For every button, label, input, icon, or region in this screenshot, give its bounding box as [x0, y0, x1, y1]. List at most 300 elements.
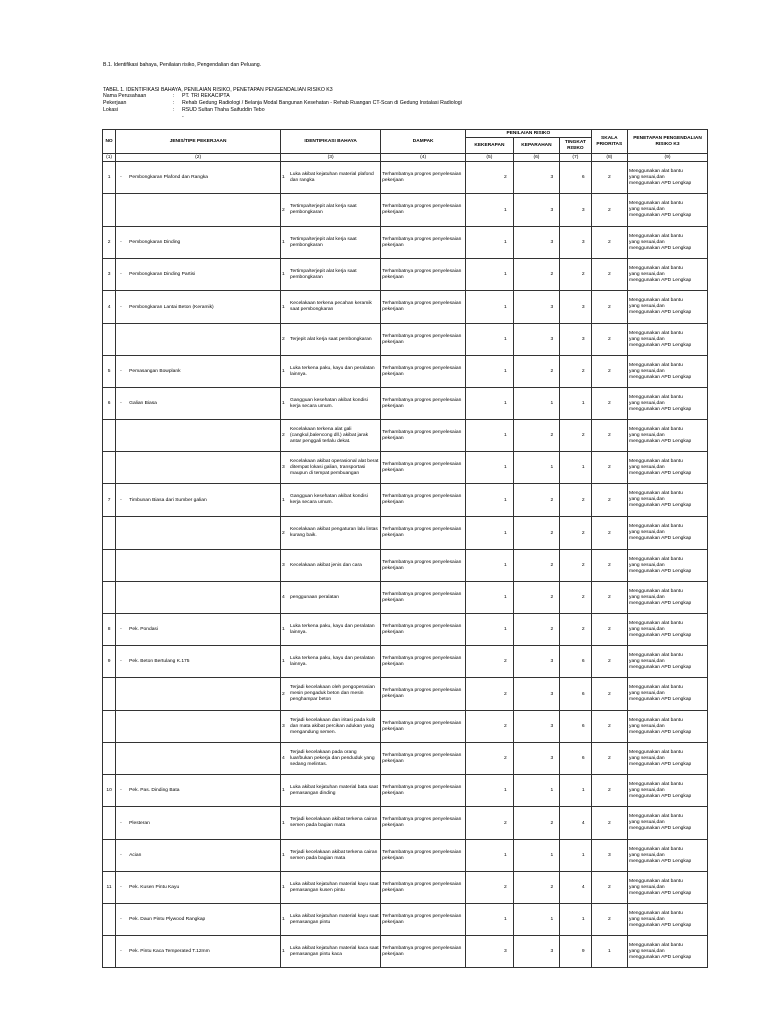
frequency-value: 1 [466, 775, 514, 807]
severity-value: 1 [513, 775, 560, 807]
work-dash: - [120, 885, 122, 890]
document-meta [103, 93, 462, 121]
control-line: yang sesuai,dan [629, 948, 665, 954]
header-impact: DAMPAK [381, 130, 466, 154]
work-type-cell [116, 517, 281, 550]
frequency-value: 1 [466, 550, 514, 582]
priority-value: 2 [591, 711, 627, 743]
row-number: 3 [103, 259, 116, 291]
priority-value: 2 [591, 324, 627, 356]
control-cell [628, 904, 708, 936]
hazard-cell [281, 711, 381, 743]
meta-key: Nama Perusahaan [103, 93, 147, 99]
control-cell [628, 582, 708, 614]
control-line: Menggunakan alat bantu [629, 620, 683, 626]
impact-cell: Terhambatnya progres penyelesaian pekerjaan [381, 291, 466, 324]
priority-value: 2 [591, 484, 627, 517]
control-cell [628, 775, 708, 807]
severity-value: 2 [513, 259, 560, 291]
control-line: Menggunakan alat bantu [629, 846, 683, 852]
hazard-number: 1 [282, 175, 285, 180]
table-row [103, 291, 708, 324]
frequency-value: 1 [466, 194, 514, 227]
hazard-text: Luka akibat kejatuhan material plafond dan rangka [290, 171, 374, 183]
impact-cell: Terhambatnya progres penyelesaian pekerjaan [381, 582, 466, 614]
hazard-text: Kecelakaan terkena pecahan keramik saat pembongkaran [290, 301, 372, 312]
meta-key: Lokasi [103, 107, 118, 114]
work-type-cell [116, 388, 281, 420]
control-line: menggunakan APD Lengkap [629, 954, 692, 960]
table-row [103, 517, 708, 550]
work-type-cell [116, 194, 281, 227]
control-line: Menggunakan alat bantu [629, 330, 683, 336]
work-dash: - [120, 401, 122, 406]
control-line: Menggunakan alat bantu [629, 878, 683, 884]
control-line: yang sesuai,dan [629, 432, 665, 438]
hazard-cell [281, 291, 381, 324]
control-cell [628, 807, 708, 840]
header-level: TINGKAT RISIKO [560, 138, 591, 154]
work-type-cell [116, 743, 281, 775]
control-line: Menggunakan alat bantu [629, 588, 683, 594]
hazard-text: Luka akibat kejatuhan material kayu saat pemasangan kusen pintu [290, 881, 379, 893]
table-row [103, 646, 708, 678]
frequency-value: 2 [466, 162, 514, 194]
work-dash: - [120, 369, 122, 374]
impact-cell: Terhambatnya progres penyelesaian pekerjaan [381, 775, 466, 807]
frequency-value: 1 [466, 227, 514, 259]
frequency-value: 1 [466, 517, 514, 550]
column-number: (3) [281, 154, 381, 162]
control-cell [628, 711, 708, 743]
frequency-value: 1 [466, 259, 514, 291]
control-line: yang sesuai,dan [629, 755, 665, 761]
hazard-cell [281, 420, 381, 452]
table-row [103, 484, 708, 517]
hazard-number: 1 [282, 659, 285, 664]
control-line: yang sesuai,dan [629, 497, 665, 502]
table-row [103, 227, 708, 259]
frequency-value: 1 [466, 614, 514, 646]
frequency-value: 2 [466, 678, 514, 711]
impact-cell: Terhambatnya progres penyelesaian pekerjaan [381, 227, 466, 259]
table-row [103, 936, 708, 968]
row-number [103, 711, 116, 743]
control-line: Menggunakan alat bantu [629, 298, 683, 303]
table-row [103, 743, 708, 775]
control-line: yang sesuai,dan [629, 304, 665, 309]
control-cell [628, 162, 708, 194]
row-number [103, 904, 116, 936]
row-number: 2 [103, 227, 116, 259]
column-number: (4) [381, 154, 466, 162]
severity-value: 3 [513, 646, 560, 678]
risk-level-value: 3 [560, 291, 591, 324]
meta-colon: : [173, 93, 175, 99]
control-line: menggunakan APD Lengkap [629, 245, 692, 251]
hazard-number: 2 [282, 691, 285, 697]
control-line: menggunakan APD Lengkap [629, 826, 692, 831]
severity-value: 2 [513, 356, 560, 388]
severity-value: 3 [513, 711, 560, 743]
priority-value: 2 [591, 775, 627, 807]
severity-value: 1 [513, 388, 560, 420]
control-line: menggunakan APD Lengkap [629, 664, 692, 670]
control-line: Menggunakan alat bantu [629, 362, 683, 368]
work-type: Pek. Kusen Pintu Kayu [129, 885, 180, 890]
table-row [103, 904, 708, 936]
work-type: Pembongkaran Lantai Beton (Keramik) [129, 304, 214, 310]
priority-value: 3 [591, 840, 627, 872]
priority-value: 2 [591, 582, 627, 614]
severity-value: 3 [513, 743, 560, 775]
work-dash: - [120, 659, 122, 664]
hazard-cell [281, 840, 381, 872]
hazard-number: 1 [282, 788, 285, 793]
control-line: menggunakan APD Lengkap [629, 180, 692, 186]
row-number: 5 [103, 356, 116, 388]
table-row [103, 324, 708, 356]
frequency-value: 1 [466, 356, 514, 388]
hazard-cell [281, 388, 381, 420]
header-priority: SKALA PRIORITAS [591, 130, 627, 154]
control-line: yang sesuai,dan [629, 820, 665, 825]
row-number [103, 678, 116, 711]
hazard-text: Gangguan kesehatan akibat kondisi kerja secara umum. [290, 494, 368, 505]
priority-value: 2 [591, 550, 627, 582]
hazard-number: 4 [282, 756, 285, 761]
row-number [103, 517, 116, 550]
column-number: (2) [116, 154, 281, 162]
control-line: menggunakan APD Lengkap [629, 310, 692, 315]
hazard-text: Tertimpa/terjepit alat kerja saat pembongkaran [290, 236, 357, 248]
table-row [103, 356, 708, 388]
control-line: menggunakan APD Lengkap [629, 793, 692, 799]
header-hazard: IDENTIFIKASI BAHAYA [281, 130, 381, 154]
hazard-cell [281, 743, 381, 775]
severity-value: 2 [513, 550, 560, 582]
hazard-cell [281, 550, 381, 582]
work-type: Pembongkaran Plafond dan Rangka [129, 175, 208, 180]
frequency-value: 1 [466, 840, 514, 872]
risk-level-value: 2 [560, 517, 591, 550]
work-type-cell [116, 324, 281, 356]
work-type: Pek. Pas. Dinding Bata [129, 788, 180, 793]
work-type-cell [116, 550, 281, 582]
control-cell [628, 678, 708, 711]
hazard-cell [281, 936, 381, 968]
risk-level-value: 9 [560, 936, 591, 968]
impact-cell: Terhambatnya progres penyelesaian pekerjaan [381, 743, 466, 775]
control-line: Menggunakan alat bantu [629, 168, 683, 174]
control-line: yang sesuai,dan [629, 400, 665, 406]
work-type: Plesteran [129, 820, 150, 826]
work-type-cell [116, 291, 281, 324]
control-line: Menggunakan alat bantu [629, 717, 683, 723]
priority-value: 2 [591, 291, 627, 324]
risk-level-value: 2 [560, 614, 591, 646]
control-line: menggunakan APD Lengkap [629, 697, 692, 702]
risk-level-value: 1 [560, 904, 591, 936]
control-cell [628, 743, 708, 775]
frequency-value: 2 [466, 711, 514, 743]
control-line: yang sesuai,dan [629, 530, 665, 535]
table-row [103, 452, 708, 484]
row-number [103, 936, 116, 968]
header-frequency: KEKERAPAN [466, 138, 514, 154]
column-number: (6) [513, 154, 560, 162]
control-line: Menggunakan alat bantu [629, 201, 683, 206]
hazard-text: Luka akibat kejatuhan material kaca saat pemasangan pintu kaca [290, 945, 379, 957]
header-work: JENIS/TIPE PEKERJAAN [116, 130, 281, 154]
severity-value: 1 [513, 904, 560, 936]
control-line: menggunakan APD Lengkap [629, 761, 692, 767]
risk-level-value: 6 [560, 743, 591, 775]
meta-colon [173, 114, 182, 121]
frequency-value: 1 [466, 904, 514, 936]
hazard-cell [281, 356, 381, 388]
section-title: B.1. Identifikasi bahaya, Penilaian risiko, Pengendalian dan Peluang. [103, 62, 262, 68]
hazard-text: Terjadi kecelakaan pada orang luar/bukan pekerja dan penduduk yang sedang melintas. [290, 749, 375, 767]
hazard-text: Gangguan kesehatan akibat kondisi kerja secara umum. [290, 397, 368, 409]
priority-value: 2 [591, 388, 627, 420]
row-number: 8 [103, 614, 116, 646]
frequency-value: 2 [466, 743, 514, 775]
control-line: Menggunakan alat bantu [629, 458, 683, 464]
work-type-cell [116, 452, 281, 484]
table-row [103, 388, 708, 420]
control-line: Menggunakan alat bantu [629, 491, 683, 496]
control-line: yang sesuai,dan [629, 787, 665, 793]
hazard-cell [281, 162, 381, 194]
control-cell [628, 484, 708, 517]
control-line: yang sesuai,dan [629, 562, 665, 568]
row-number: 11 [103, 872, 116, 904]
risk-level-value: 2 [560, 259, 591, 291]
hazard-cell [281, 452, 381, 484]
hazard-number: 1 [282, 240, 285, 245]
hazard-text: Kecelakaan akibat pengaturan lalu lintas kurang baik. [290, 527, 378, 538]
hazard-number: 2 [282, 530, 285, 536]
control-line: menggunakan APD Lengkap [629, 890, 692, 896]
table-row [103, 872, 708, 904]
control-line: yang sesuai,dan [629, 884, 665, 890]
impact-cell: Terhambatnya progres penyelesaian pekerjaan [381, 484, 466, 517]
hazard-number: 1 [282, 949, 285, 954]
risk-level-value: 2 [560, 582, 591, 614]
work-type-cell [116, 936, 281, 968]
hazard-number: 1 [282, 304, 285, 310]
control-line: menggunakan APD Lengkap [629, 374, 692, 380]
frequency-value: 1 [466, 324, 514, 356]
severity-value: 3 [513, 324, 560, 356]
hazard-cell [281, 904, 381, 936]
impact-cell: Terhambatnya progres penyelesaian pekerjaan [381, 904, 466, 936]
control-line: yang sesuai,dan [629, 691, 665, 696]
priority-value: 2 [591, 872, 627, 904]
control-line: menggunakan APD Lengkap [629, 568, 692, 574]
hazard-text: Tertimpa/terjepit alat kerja saat pembongkaran [290, 204, 357, 215]
severity-value: 2 [513, 807, 560, 840]
work-type: Pek. Beton Bertulang K.175 [129, 659, 190, 664]
hazard-text: Luka terkena paku, kayu dan peralatan lainnya. [290, 623, 375, 635]
hazard-number: 1 [282, 272, 285, 277]
row-number: 6 [103, 388, 116, 420]
work-type: Acian [129, 853, 142, 858]
risk-table-body [103, 162, 708, 968]
hazard-number: 1 [282, 853, 285, 858]
column-number: (7) [560, 154, 591, 162]
work-type-cell [116, 356, 281, 388]
hazard-text: Luka akibat kejatuhan material kayu saat pemasangan pintu [290, 913, 379, 925]
impact-cell: Terhambatnya progres penyelesaian pekerjaan [381, 872, 466, 904]
work-type: Galian Biasa [129, 401, 157, 406]
impact-cell: Terhambatnya progres penyelesaian pekerjaan [381, 356, 466, 388]
header-risk-group: PENILAIAN RISIKO [466, 130, 591, 138]
control-cell [628, 227, 708, 259]
hazard-text: Luka terkena paku, kayu dan peralatan lainnya. [290, 655, 375, 667]
control-line: Menggunakan alat bantu [629, 524, 683, 529]
risk-level-value: 3 [560, 194, 591, 227]
control-line: yang sesuai,dan [629, 626, 665, 632]
hazard-text: Kecelakaan akibat operasional alat berat ditempat lokasi galian, transportasi maupun di tempat pembuangan [290, 458, 379, 476]
meta-colon: : [173, 100, 175, 107]
work-dash: - [120, 853, 122, 858]
priority-value: 2 [591, 904, 627, 936]
hazard-cell [281, 614, 381, 646]
column-number: (8) [591, 154, 627, 162]
row-number [103, 807, 116, 840]
frequency-value: 1 [466, 420, 514, 452]
impact-cell: Terhambatnya progres penyelesaian pekerjaan [381, 162, 466, 194]
table-row [103, 582, 708, 614]
risk-level-value: 3 [560, 227, 591, 259]
column-number: (5) [466, 154, 514, 162]
header-control: PENETAPAN PENGENDALIAN RISIKO K3 [628, 130, 708, 154]
meta-value: - [182, 114, 184, 121]
work-type-cell [116, 711, 281, 743]
hazard-number: 1 [282, 885, 285, 890]
control-line: Menggunakan alat bantu [629, 233, 683, 239]
risk-level-value: 2 [560, 484, 591, 517]
hazard-number: 1 [282, 369, 285, 374]
hazard-number: 2 [282, 207, 285, 213]
work-type-cell [116, 614, 281, 646]
meta-colon: : [173, 107, 175, 114]
meta-row [103, 93, 462, 100]
work-dash: - [120, 917, 122, 922]
control-line: Menggunakan alat bantu [629, 910, 683, 916]
impact-cell: Terhambatnya progres penyelesaian pekerjaan [381, 388, 466, 420]
risk-level-value: 6 [560, 711, 591, 743]
risk-level-value: 1 [560, 775, 591, 807]
risk-level-value: 2 [560, 420, 591, 452]
meta-key [103, 114, 173, 121]
severity-value: 3 [513, 162, 560, 194]
hazard-number: 2 [282, 433, 285, 438]
severity-value: 2 [513, 517, 560, 550]
work-type-cell [116, 420, 281, 452]
control-line: yang sesuai,dan [629, 723, 665, 729]
risk-level-value: 1 [560, 388, 591, 420]
control-cell [628, 291, 708, 324]
hazard-text: Terjadi kecelakaan dan iritasi pada kulit dan mata akibat percikan adukan yang mengandung semen. [290, 717, 376, 735]
priority-value: 2 [591, 678, 627, 711]
table-row [103, 162, 708, 194]
control-cell [628, 936, 708, 968]
work-type-cell [116, 904, 281, 936]
frequency-value: 1 [466, 582, 514, 614]
priority-value: 2 [591, 452, 627, 484]
severity-value: 3 [513, 678, 560, 711]
hazard-cell [281, 259, 381, 291]
hazard-text: penggunaan peralatan [290, 594, 339, 600]
priority-value: 1 [591, 936, 627, 968]
control-line: yang sesuai,dan [629, 174, 665, 180]
risk-level-value: 4 [560, 807, 591, 840]
hazard-cell [281, 775, 381, 807]
control-line: menggunakan APD Lengkap [629, 729, 692, 735]
row-number: 1 [103, 162, 116, 194]
row-number [103, 324, 116, 356]
work-type-cell [116, 872, 281, 904]
priority-value: 2 [591, 194, 627, 227]
frequency-value: 2 [466, 646, 514, 678]
row-number [103, 420, 116, 452]
hazard-text: Terjadi kecelakaan oleh pengoperasian mesin pengaduk beton dan mesin penghampar beton [290, 685, 375, 702]
row-number: 10 [103, 775, 116, 807]
work-dash: - [120, 788, 122, 793]
row-number [103, 550, 116, 582]
frequency-value: 1 [466, 388, 514, 420]
hazard-number: 1 [282, 497, 285, 503]
control-line: Menggunakan alat bantu [629, 556, 683, 562]
table-row [103, 614, 708, 646]
impact-cell: Terhambatnya progres penyelesaian pekerjaan [381, 807, 466, 840]
frequency-value: 1 [466, 291, 514, 324]
table-row [103, 194, 708, 227]
work-dash: - [120, 497, 122, 503]
control-cell [628, 550, 708, 582]
severity-value: 3 [513, 227, 560, 259]
column-number: (1) [103, 154, 116, 162]
header-no: NO [103, 130, 116, 154]
control-line: yang sesuai,dan [629, 271, 665, 277]
control-line: yang sesuai,dan [629, 368, 665, 374]
priority-value: 2 [591, 259, 627, 291]
hazard-cell [281, 678, 381, 711]
row-number: 9 [103, 646, 116, 678]
hazard-number: 1 [282, 917, 285, 922]
control-cell [628, 388, 708, 420]
hazard-text: Tertimpa/terjepit alat kerja saat pembongkaran [290, 268, 357, 280]
frequency-value: 2 [466, 872, 514, 904]
severity-value: 1 [513, 840, 560, 872]
hazard-cell [281, 872, 381, 904]
control-line: yang sesuai,dan [629, 852, 665, 858]
work-type: Pek. Pondasi [129, 627, 158, 632]
hazard-cell [281, 227, 381, 259]
table-row [103, 840, 708, 872]
hazard-number: 1 [282, 820, 285, 826]
priority-value: 2 [591, 743, 627, 775]
control-line: Menggunakan alat bantu [629, 426, 683, 432]
hazard-number: 1 [282, 627, 285, 632]
control-line: Menggunakan alat bantu [629, 394, 683, 400]
row-number [103, 194, 116, 227]
severity-value: 3 [513, 194, 560, 227]
control-line: menggunakan APD Lengkap [629, 632, 692, 638]
